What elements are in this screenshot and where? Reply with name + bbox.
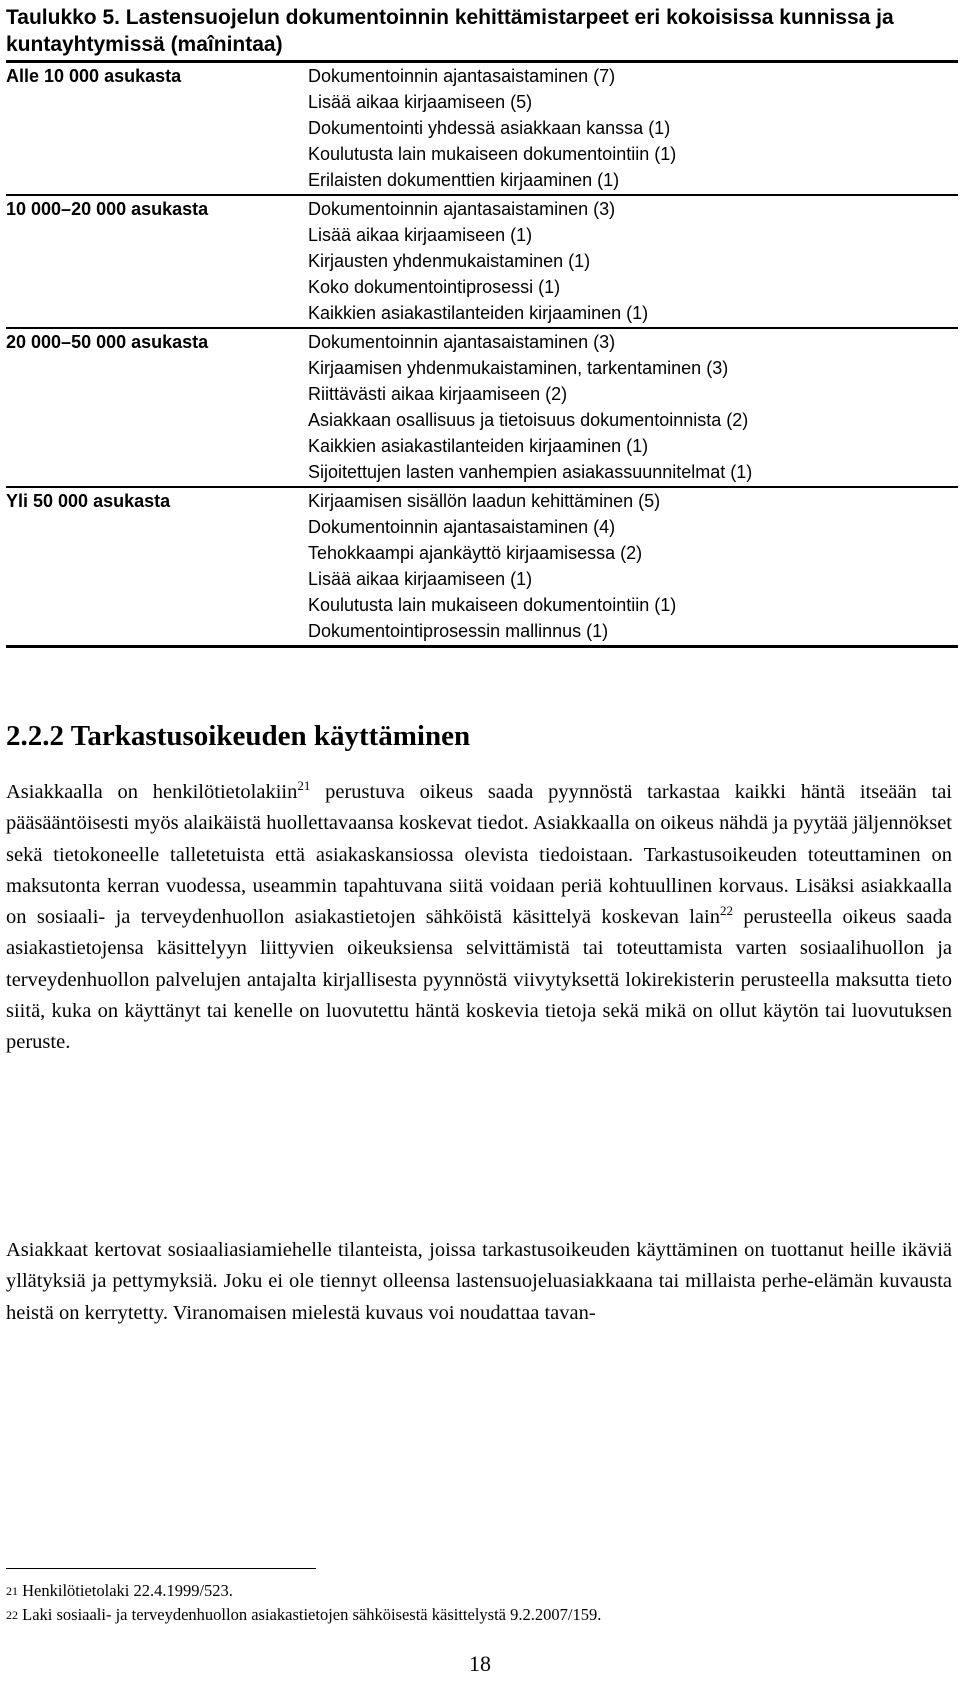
development-needs-table [6,63,958,648]
need-item: Kaikkien asiakastilanteiden kirjaaminen (1) [308,436,649,456]
need-item: Lisää aikaa kirjaamiseen (1) [308,569,533,589]
paragraph-text: Asiakkaalla on henkilötietolakiin [6,781,298,803]
need-item: Riittävästi aikaa kirjaamiseen (2) [308,384,568,404]
municipality-size-label: 20 000–50 000 asukasta [6,332,209,352]
needs-list [308,196,958,326]
page-number: 18 [469,1651,491,1676]
need-item: Lisää aikaa kirjaamiseen (1) [308,225,533,245]
footnote-text: Laki sosiaali- ja terveydenhuollon asiakastietojen sähköisestä käsittelystä 9.2.2007/159. [18,1605,602,1624]
need-item: Kirjaamisen sisällön laadun kehittäminen (5) [308,491,661,511]
footnote-ref: 21 [297,778,311,794]
municipality-size-label: Alle 10 000 asukasta [6,66,182,86]
need-item: Koko dokumentointiprosessi (1) [308,277,561,297]
need-item: Dokumentoinnin ajantasaistaminen (3) [308,199,616,219]
body-paragraph-2: Asiakkaat kertovat sosiaaliasiamiehelle tilanteista, joissa tarkastusoikeuden käyttäminen on tuottanut heille ikäviä yllätyksiä ja pettymyksiä. Joku ei ole tiennyt olleensa lastensuojeluasiakkaana tai millaista perhe-elämän kuvausta heistä on kerrytetty. Viranomaisen mielestä kuvaus voi noudattaa tavan- [6,1239,952,1324]
needs-list [308,63,958,193]
table-group-over-50000 [6,488,958,648]
table-caption: Taulukko 5. Lastensuojelun dokumentoinnin kehittämistarpeet eri kokoisissa kunnissa ja kuntayhtymissä (maînintaa) [6,6,894,56]
paragraph-text: perusteella oikeus saada asiakastietojensa käsittelyyn liittyvien oikeuksiensa selvittämistä tai toteuttamista varten sosiaalihuollon ja terveydenhuollon palvelujen antajalta kirjallisesta pyynnöstä viivytyksettä lokirekisterin perusteella maksutta tieto siitä, kuka on käyttänyt tai kenelle on luovutettu häntä koskevia tietoja sekä mikä on ollut käytön tai luovutuksen peruste. [6,906,952,1054]
need-item: Dokumentointiprosessin mallinnus (1) [308,621,609,641]
need-item: Lisää aikaa kirjaamiseen (5) [308,92,533,112]
need-item: Dokumentoinnin ajantasaistaminen (4) [308,517,616,537]
paragraph-text: perustuva oikeus saada pyynnöstä tarkastaa kaikki häntä itseään tai pääsääntöisesti myös alaikäistä huollettavaansa koskevat tiedot. Asiakkaalla on oikeus nähdä ja pyytää jäljennökset sekä tietokoneelle talletetuista että asiakaskansiossa olevista tiedoistaan. Tarkastusoikeuden toteuttaminen on maksutonta kerran vuodessa, useammin tapahtuvana siitä voidaan periä kohtuullinen korvaus. Lisäksi asiakkaalla on sosiaali- ja terveydenhuollon asiakastietojen sähköistä käsittelyä koskevan lain [6,781,952,929]
need-item: Tehokkaampi ajankäyttö kirjaamisessa (2) [308,543,643,563]
need-item: Sijoitettujen lasten vanhempien asiakassuunnitelmat (1) [308,462,753,482]
need-item: Kirjausten yhdenmukaistaminen (1) [308,251,591,271]
municipality-size-label: 10 000–20 000 asukasta [6,199,209,219]
footnote-number: 21 [6,1584,18,1598]
needs-list [308,329,958,485]
need-item: Dokumentointi yhdessä asiakkaan kanssa (1) [308,118,671,138]
section-heading: 2.2.2 Tarkastusoikeuden käyttäminen [6,720,471,752]
need-item: Kaikkien asiakastilanteiden kirjaaminen (1) [308,303,649,323]
municipality-size-label: Yli 50 000 asukasta [6,491,171,511]
table-group-under-10000 [6,63,958,196]
need-item: Asiakkaan osallisuus ja tietoisuus dokumentoinnista (2) [308,410,749,430]
footnote-ref: 22 [719,903,733,919]
footnote-21 [6,1580,233,1602]
need-item: Kirjaamisen yhdenmukaistaminen, tarkentaminen (3) [308,358,729,378]
need-item: Dokumentoinnin ajantasaistaminen (3) [308,332,616,352]
need-item: Koulutusta lain mukaiseen dokumentointiin (1) [308,144,677,164]
needs-list [308,488,958,644]
need-item: Koulutusta lain mukaiseen dokumentointiin (1) [308,595,677,615]
need-item: Erilaisten dokumenttien kirjaaminen (1) [308,170,620,190]
footnote-text: Henkilötietolaki 22.4.1999/523. [18,1581,233,1600]
footnote-22 [6,1604,601,1626]
body-paragraph-1 [6,777,952,1059]
table-group-20000-50000 [6,329,958,488]
need-item: Dokumentoinnin ajantasaistaminen (7) [308,66,616,86]
table-group-10000-20000 [6,196,958,329]
footnote-number: 22 [6,1608,18,1622]
footnote-separator [6,1568,316,1569]
